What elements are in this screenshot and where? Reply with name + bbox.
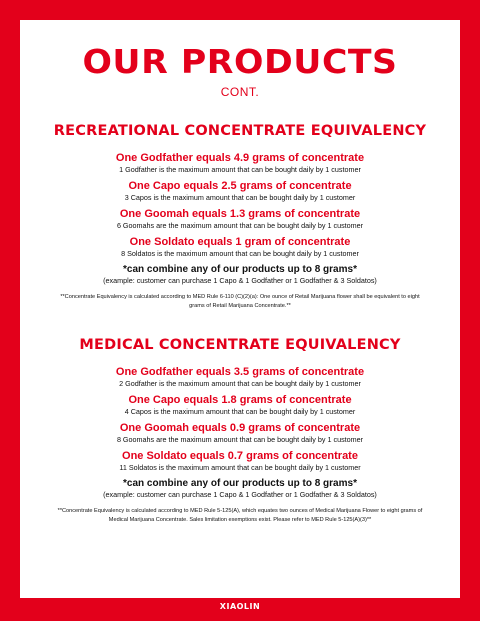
page-title: OUR PRODUCTS xyxy=(82,42,398,81)
rec-goomah-detail: 6 Goomahs are the maximum amount that can be bought daily by 1 customer xyxy=(116,221,364,230)
rec-capo-detail: 3 Capos is the maximum amount that can be bought daily by 1 customer xyxy=(124,193,356,202)
med-godfather-headline: One Godfather equals 3.5 grams of concentrate xyxy=(115,366,365,378)
med-capo-detail: 4 Capos is the maximum amount that can be bought daily by 1 customer xyxy=(124,407,356,416)
rec-soldato-detail: 8 Soldatos is the maximum amount that can be bought daily by 1 customer xyxy=(121,249,359,258)
rec-combine-note: *can combine any of our products up to 8 grams* xyxy=(123,264,357,275)
brand-footer: XIAOLIN xyxy=(219,602,261,611)
rec-soldato-headline: One Soldato equals 1 gram of concentrate xyxy=(129,236,351,248)
rec-godfather-headline: One Godfather equals 4.9 grams of concentrate xyxy=(115,152,365,164)
page-sheet xyxy=(20,20,460,598)
rec-footnote: **Concentrate Equivalency is calculated according to MED Rule 6-110 (C)(2)(a): One ounce of Retail Marijuana flower shall be equivalent to eight grams of Retail Marijuana Concentrate.** xyxy=(60,294,420,309)
med-soldato-headline: One Soldato equals 0.7 grams of concentrate xyxy=(122,450,358,462)
rec-goomah-headline: One Goomah equals 1.3 grams of concentrate xyxy=(119,208,361,220)
med-goomah-detail: 8 Goomahs are the maximum amount that can be bought daily by 1 customer xyxy=(116,435,364,444)
page-subtitle: CONT. xyxy=(220,85,260,99)
med-example: (example: customer can purchase 1 Capo & 1 Godfather or 1 Godfather & 3 Soldatos) xyxy=(103,490,377,499)
med-goomah-headline: One Goomah equals 0.9 grams of concentrate xyxy=(119,422,361,434)
med-godfather-detail: 2 Godfather is the maximum amount that can be bought daily by 1 customer xyxy=(119,379,361,388)
med-capo-headline: One Capo equals 1.8 grams of concentrate xyxy=(128,394,352,406)
med-combine-note: *can combine any of our products up to 8 grams* xyxy=(123,478,357,489)
rec-example: (example: customer can purchase 1 Capo & 1 Godfather or 1 Godfather & 3 Soldatos) xyxy=(103,276,377,285)
med-soldato-detail: 11 Soldatos is the maximum amount that can be bought daily by 1 customer xyxy=(119,463,361,472)
rec-godfather-detail: 1 Godfather is the maximum amount that can be bought daily by 1 customer xyxy=(119,165,361,174)
rec-capo-headline: One Capo equals 2.5 grams of concentrate xyxy=(128,180,352,192)
medical-heading: MEDICAL CONCENTRATE EQUIVALENCY xyxy=(79,337,401,353)
recreational-heading: RECREATIONAL CONCENTRATE EQUIVALENCY xyxy=(53,123,427,139)
med-footnote: **Concentrate Equivalency is calculated according to MED Rule 5-125(A), which equates two ounces of Medical Marijuana Flower to eight grams of Medical Marijuana Concentrate. Sales limitation exemptions exist. Please refer to MED Rule 5-125(A)(3)** xyxy=(57,508,423,523)
